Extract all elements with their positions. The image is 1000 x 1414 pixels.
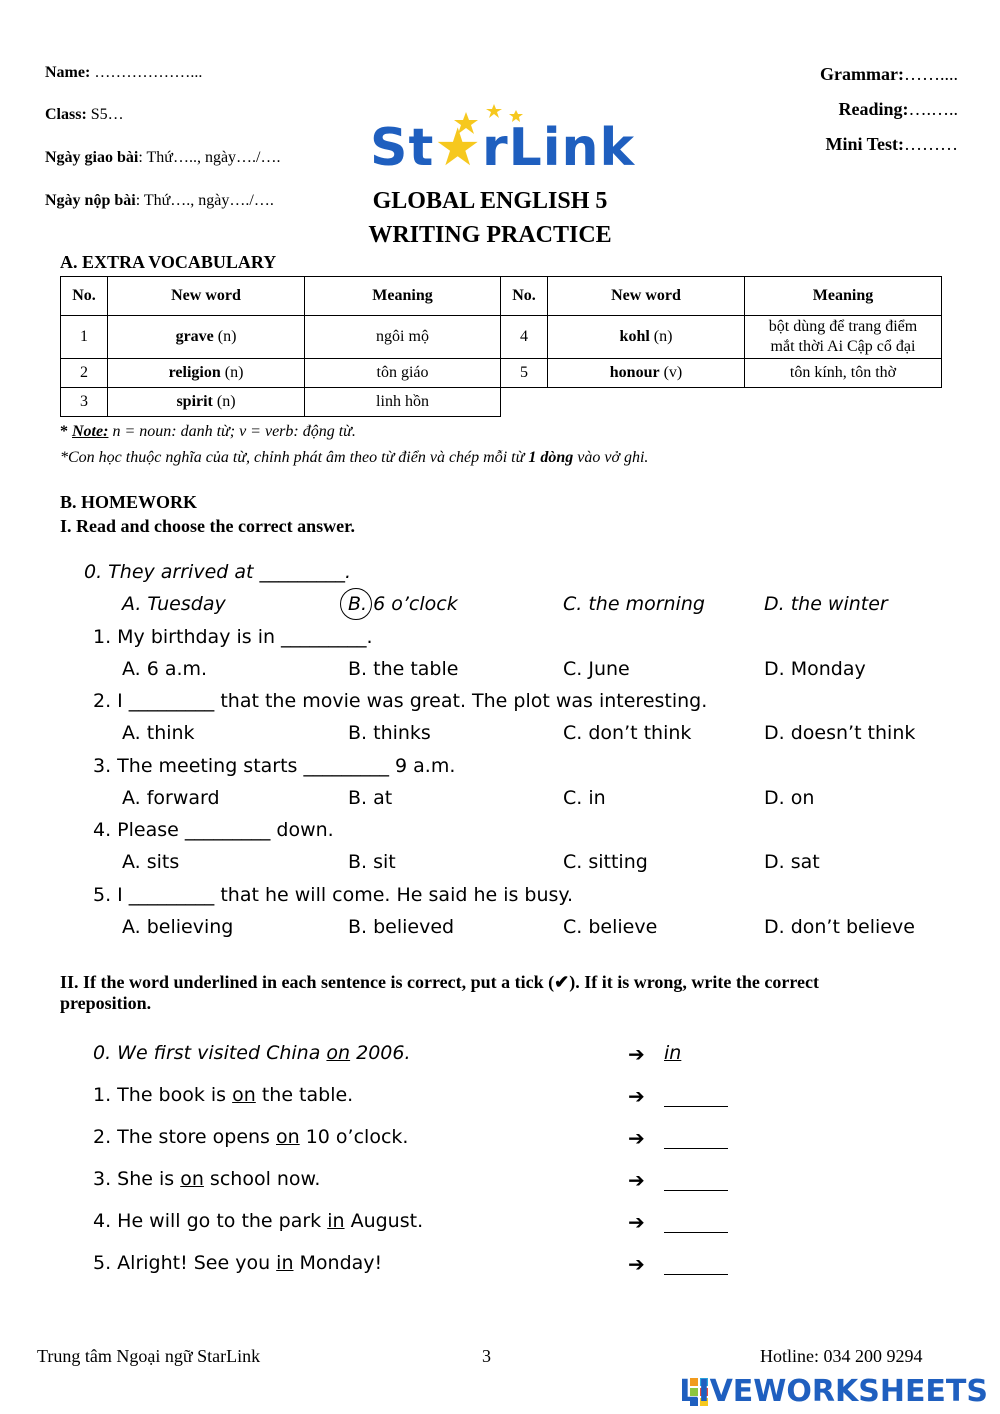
arrow-icon: ➔ — [628, 1086, 645, 1108]
submit-value: : Thứ…., ngày…./…. — [135, 192, 274, 209]
table-row — [61, 316, 942, 359]
table-row — [61, 388, 942, 417]
part-1-title: I. Read and choose the correct answer. — [60, 516, 355, 536]
pos: (v) — [663, 364, 683, 381]
option-b[interactable]: B. sit — [348, 851, 396, 873]
arrow-icon: ➔ — [628, 1170, 645, 1192]
instruction-text-end: vào vở ghi. — [573, 449, 649, 466]
starlink-logo — [370, 118, 635, 178]
meaning-line: bột dùng để trang điểm — [768, 318, 918, 335]
preposition-sentence — [93, 1084, 353, 1106]
note-star: * — [60, 423, 72, 440]
cell-no: 4 — [501, 316, 548, 359]
preposition-sentence — [93, 1210, 423, 1232]
part-2-title — [60, 972, 940, 1014]
reading-score — [838, 99, 958, 120]
logo-text-end: rLink — [481, 118, 636, 178]
page-title-line1: GLOBAL ENGLISH 5 — [372, 188, 608, 214]
cell-meaning: ngôi mộ — [305, 316, 501, 359]
vocab-note — [60, 423, 356, 441]
cell-word — [548, 359, 745, 388]
word: grave — [175, 328, 214, 345]
option-d[interactable]: D. on — [764, 787, 815, 809]
meaning-line: mắt thời Ai Cập cổ đại — [770, 338, 916, 355]
name-value: ………………... — [94, 64, 203, 81]
empty-cell — [745, 388, 942, 417]
sentence-end: August. — [344, 1210, 424, 1232]
cell-word — [108, 359, 305, 388]
option-a[interactable]: A. forward — [122, 787, 220, 809]
sentence-start: 1. The book is — [93, 1084, 233, 1106]
option-c[interactable]: C. in — [563, 787, 606, 809]
arrow-icon: ➔ — [628, 1212, 645, 1234]
option-c[interactable]: C. sitting — [563, 851, 648, 873]
underlined-word: on — [180, 1168, 204, 1190]
cell-no: 3 — [61, 388, 108, 417]
cell-meaning: linh hồn — [305, 388, 501, 417]
arrow-icon: ➔ — [628, 1128, 645, 1150]
answer-blank[interactable] — [664, 1086, 728, 1107]
underlined-word: on — [276, 1126, 300, 1148]
arrow-icon: ➔ — [628, 1044, 645, 1066]
option-a[interactable]: A. 6 a.m. — [122, 658, 208, 680]
word: spirit — [176, 393, 213, 410]
footer-hotline: Hotline: 034 200 9294 — [760, 1346, 923, 1366]
instruction-bold: 1 dòng — [528, 449, 574, 466]
pos: (n) — [653, 328, 673, 345]
sentence-start: 5. Alright! See you — [93, 1252, 277, 1274]
footer-center-name: Trung tâm Ngoại ngữ StarLink — [37, 1346, 261, 1366]
col-header: Meaning — [745, 277, 942, 316]
preposition-sentence — [93, 1252, 382, 1274]
question-stem: 2. I _________ that the movie was great. The plot was interesting. — [93, 690, 708, 712]
option-c[interactable]: C. believe — [563, 916, 658, 938]
option-a[interactable]: A. think — [122, 722, 195, 744]
grammar-value: …….... — [904, 64, 958, 84]
minitest-label: Mini Test: — [825, 134, 904, 154]
pos: (n) — [224, 364, 244, 381]
word: honour — [609, 364, 660, 381]
name-label: Name: — [45, 64, 91, 81]
example-answer: in — [664, 1042, 682, 1064]
option-c[interactable]: C. June — [563, 658, 630, 680]
underlined-word: in — [327, 1210, 345, 1232]
assigned-date-field — [45, 149, 281, 167]
assigned-label: Ngày giao bài — [45, 149, 139, 166]
answer-blank[interactable] — [664, 1212, 728, 1233]
option-d: D. the winter — [764, 593, 888, 615]
reading-label: Reading: — [838, 99, 909, 119]
option-c[interactable]: C. don’t think — [563, 722, 692, 744]
pos: (n) — [217, 328, 237, 345]
logo-text-start: St — [370, 118, 435, 178]
option-d[interactable]: D. doesn’t think — [764, 722, 916, 744]
question-stem: 0. They arrived at _________. — [84, 561, 352, 583]
footer-page-number: 3 — [482, 1346, 491, 1366]
cell-meaning: tôn kính, tôn thờ — [745, 359, 942, 388]
reading-value: ….….. — [908, 99, 958, 119]
col-header: New word — [108, 277, 305, 316]
underlined-word: on — [232, 1084, 256, 1106]
preposition-sentence — [93, 1126, 408, 1148]
col-header: No. — [501, 277, 548, 316]
class-field — [45, 106, 124, 124]
vocab-instruction — [60, 449, 648, 467]
grammar-label: Grammar: — [820, 64, 904, 84]
cell-no: 5 — [501, 359, 548, 388]
option-b[interactable]: B. the table — [348, 658, 459, 680]
part-2-title-line1: II. If the word underlined in each sentence is correct, put a tick (✔). If it is wrong, write the correct — [60, 972, 819, 992]
empty-cell — [501, 388, 548, 417]
option-a[interactable]: A. believing — [122, 916, 234, 938]
sentence-end: 10 o’clock. — [299, 1126, 409, 1148]
arrow-icon: ➔ — [628, 1254, 645, 1276]
note-label: Note: — [72, 423, 109, 440]
cell-word — [548, 316, 745, 359]
name-field — [45, 64, 202, 82]
option-b[interactable]: B. believed — [348, 916, 455, 938]
sentence-end: 2006. — [350, 1042, 411, 1064]
col-header: Meaning — [305, 277, 501, 316]
question-stem: 5. I _________ that he will come. He said he is busy. — [93, 884, 574, 906]
word: kohl — [619, 328, 650, 345]
col-header: No. — [61, 277, 108, 316]
answer-blank[interactable] — [664, 1170, 728, 1191]
assigned-value: : Thứ….., ngày…./…. — [138, 149, 281, 166]
preposition-sentence — [93, 1168, 320, 1190]
cell-meaning — [745, 316, 942, 359]
table-header-row — [61, 277, 942, 316]
vocabulary-table — [60, 276, 942, 417]
cell-no: 1 — [61, 316, 108, 359]
logo-star-icon: ★ — [434, 118, 482, 178]
option-d[interactable]: D. Monday — [764, 658, 866, 680]
cell-meaning: tôn giáo — [305, 359, 501, 388]
cell-no: 2 — [61, 359, 108, 388]
sentence-start: 4. He will go to the park — [93, 1210, 328, 1232]
col-header: New word — [548, 277, 745, 316]
option-b[interactable]: B. at — [348, 787, 393, 809]
option-a: A. Tuesday — [122, 593, 226, 615]
instruction-text: *Con học thuộc nghĩa của từ, chỉnh phát âm theo từ điển và chép mỗi từ — [60, 449, 529, 466]
class-value: S5… — [90, 106, 124, 123]
question-stem: 1. My birthday is in _________. — [93, 626, 373, 648]
question-stem: 3. The meeting starts _________ 9 a.m. — [93, 755, 456, 777]
option-a[interactable]: A. sits — [122, 851, 180, 873]
answer-blank[interactable] — [664, 1254, 728, 1275]
grammar-score — [820, 64, 958, 85]
section-a-title: A. EXTRA VOCABULARY — [60, 252, 277, 272]
word: religion — [168, 364, 221, 381]
empty-cell — [548, 388, 745, 417]
cell-word — [108, 388, 305, 417]
option-b[interactable]: B. thinks — [348, 722, 431, 744]
liveworksheets-brand[interactable]: LIVEWORKSHEETS — [679, 1374, 988, 1409]
preposition-sentence — [93, 1042, 411, 1064]
option-c: C. the morning — [563, 593, 705, 615]
page-title-line2: WRITING PRACTICE — [368, 222, 612, 248]
option-b: B. 6 o’clock — [348, 593, 458, 615]
table-row — [61, 359, 942, 388]
option-d[interactable]: D. don’t believe — [764, 916, 915, 938]
minitest-value: ……… — [904, 134, 958, 154]
option-d[interactable]: D. sat — [764, 851, 820, 873]
sentence-start: 0. We first visited China — [93, 1042, 327, 1064]
minitest-score — [825, 134, 958, 155]
sentence-end: school now. — [203, 1168, 321, 1190]
sentence-start: 3. She is — [93, 1168, 181, 1190]
pos: (n) — [216, 393, 236, 410]
sentence-end: the table. — [255, 1084, 354, 1106]
sentence-start: 2. The store opens — [93, 1126, 276, 1148]
note-text: n = noun: danh từ; v = verb: động từ. — [108, 423, 356, 440]
underlined-word: in — [276, 1252, 294, 1274]
part-2-title-line2: preposition. — [60, 993, 152, 1013]
answer-blank[interactable] — [664, 1128, 728, 1149]
cell-word — [108, 316, 305, 359]
question-stem: 4. Please _________ down. — [93, 819, 334, 841]
class-label: Class: — [45, 106, 87, 123]
section-b-title: B. HOMEWORK — [60, 492, 198, 512]
underlined-word: on — [326, 1042, 351, 1064]
sentence-end: Monday! — [293, 1252, 383, 1274]
submit-label: Ngày nộp bài — [45, 192, 136, 209]
